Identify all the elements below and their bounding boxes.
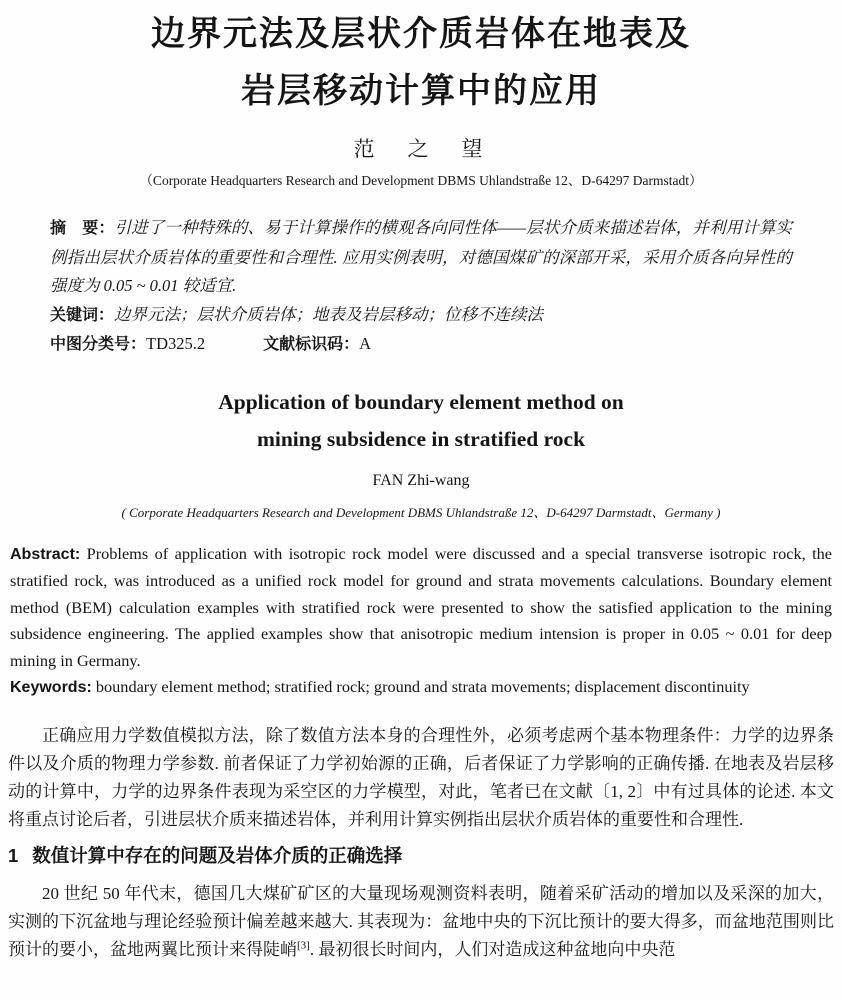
classification-line [50, 330, 792, 360]
chinese-abstract-text: 引进了一种特殊的、易于计算操作的横观各向同性体——层状介质来描述岩体，并利用计算实例指出层状介质岩体的重要性和合理性. 应用实例表明，对德国煤矿的深部开采，采用介质各向异性的强度为 0.05 ~ 0.01 较适宜. [50, 218, 792, 295]
section-1-number: 1 [8, 844, 19, 866]
paragraph-2-text-b: . 最初很长时间内，人们对造成这种盆地向中央范 [309, 939, 676, 959]
chinese-title-line1: 边界元法及层状介质岩体在地表及 [151, 15, 691, 53]
chinese-title-line2: 岩层移动计算中的应用 [241, 72, 601, 110]
paragraph-2-text-a: 20 世纪 50 年代末，德国几大煤矿矿区的大量现场观测资料表明，随着采矿活动的增加以及采深的加大，实测的下沉盆地与理论经验预计偏差越来越大. 其表现为：盆地中央的下沉比预计的要大得多，而盆地范围则比预计的要小，盆地两翼比预计来得陡峭 [8, 883, 834, 959]
clc-label: 中图分类号： [50, 336, 147, 353]
document-code-value: A [359, 334, 372, 353]
english-keywords-text: boundary element method; stratified rock; ground and strata movements; displacement discontinuity [95, 677, 750, 696]
english-keywords [10, 674, 832, 702]
chinese-title [8, 0, 834, 120]
citation-reference-3: [3] [297, 938, 310, 951]
chinese-keywords-text: 边界元法；层状介质岩体；地表及岩层移动；位移不连续法 [114, 304, 544, 324]
english-abstract-label: Abstract: [10, 545, 81, 563]
english-keywords-label: Keywords: [10, 679, 92, 696]
chinese-keywords [50, 301, 792, 331]
author-name-chinese: 范 之 望 [353, 137, 489, 161]
affiliation-english: ( Corporate Headquarters Research and Development DBMS Uhlandstraße 12、D-64297 Darmstadt、Germany ) [121, 504, 721, 520]
section-1-heading [8, 844, 834, 868]
author-name-english: FAN Zhi-wang [372, 471, 470, 489]
english-title-line1: Application of boundary element method on [218, 389, 624, 414]
affiliation-chinese: （Corporate Headquarters Research and Development DBMS Uhlandstraße 12、D-64297 Darmstadt） [139, 173, 703, 188]
paragraph-1: 正确应用力学数值模拟方法，除了数值方法本身的合理性外，必须考虑两个基本物理条件：力学的边界条件以及介质的物理力学参数. 前者保证了力学初始源的正确，后者保证了力学影响的正确传播. 在地表及岩层移动的计算中，力学的边界条件表现为采空区的力学模型，对此，笔者已在文献〔1, 2〕中有过具体的论述. 本文将重点讨论后者，引进层状介质来描述岩体，并利用计算实例指出层状介质岩体的重要性和合理性. [8, 725, 834, 829]
clc-value: TD325.2 [146, 334, 206, 353]
english-title-line2: mining subsidence in stratified rock [256, 426, 586, 451]
document-code-label: 文献标识码： [263, 336, 360, 353]
english-abstract [10, 541, 832, 675]
english-title [8, 384, 834, 458]
chinese-abstract [50, 214, 792, 301]
paragraph-2 [8, 880, 834, 964]
chinese-abstract-label: 摘 要： [50, 220, 115, 237]
english-abstract-text: Problems of application with isotropic rock model were discussed and a special transverse isotropic rock, the stratified rock, was introduced as a unified rock model for ground and strata movements calculations. Boundary element method (BEM) calculation examples with stratified rock were presented to show the satisfied application to the mining subsidence engineering. The applied examples show that anisotropic medium intension is proper in 0.05 ~ 0.01 for deep mining in Germany. [10, 543, 832, 670]
section-1-title: 数值计算中存在的问题及岩体介质的正确选择 [32, 844, 403, 866]
chinese-keywords-label: 关键词： [50, 306, 115, 324]
